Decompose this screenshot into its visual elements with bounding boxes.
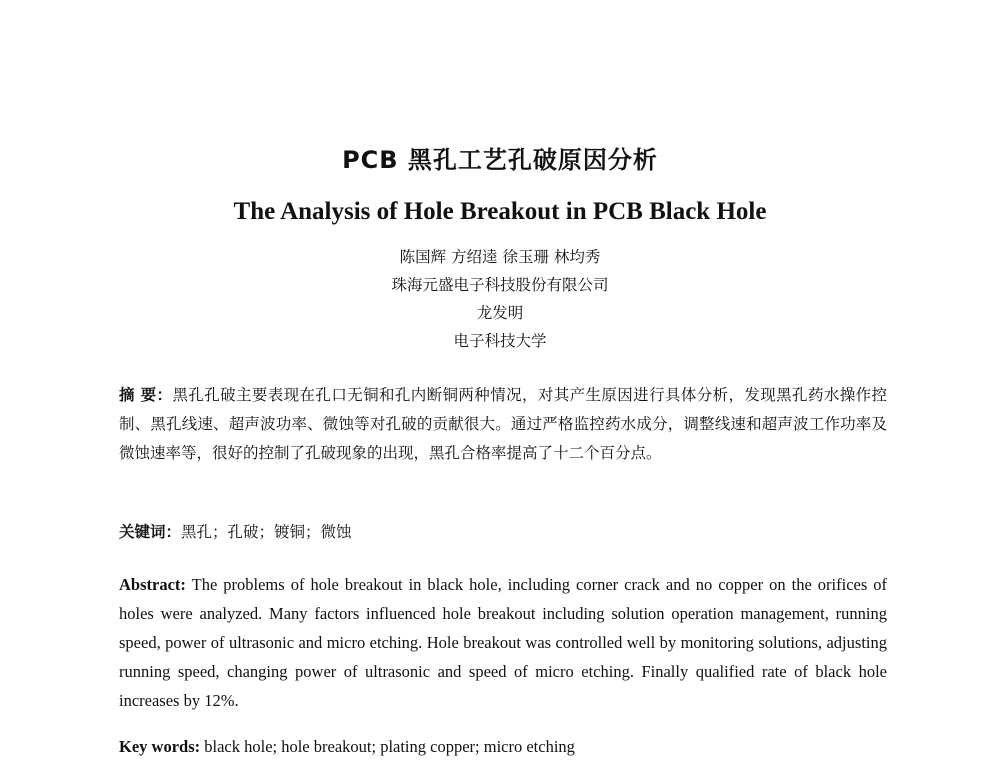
keywords-chinese	[119, 517, 887, 547]
abstract-chinese-label: 摘 要：	[119, 385, 173, 404]
abstract-chinese-text: 黑孔孔破主要表现在孔口无铜和孔内断铜两种情况，对其产生原因进行具体分析，发现黑孔药水操作控制、黑孔线速、超声波功率、微蚀等对孔破的贡献很大。通过严格监控药水成分，调整线速和超声波工作功率及微蚀速率等，很好的控制了孔破现象的出现，黑孔合格率提高了十二个百分点。	[119, 386, 887, 462]
authors-line-1: 陈国辉 方绍逵 徐玉珊 林均秀	[399, 248, 601, 266]
keywords-english-label: Key words:	[119, 737, 201, 756]
abstract-english	[119, 570, 887, 715]
authors-line-2: 龙发明	[476, 304, 524, 322]
abstract-chinese	[119, 380, 887, 468]
keywords-english	[119, 732, 887, 761]
abstract-english-text: The problems of hole breakout in black hole, including corner crack and no copper on the orifices of holes were analyzed. Many factors influenced hole breakout including solution operation management, running speed, power of ultrasonic and micro etching. Hole breakout was controlled well by monitoring solutions, adjusting running speed, changing power of ultrasonic and speed of micro etching. Finally qualified rate of black hole increases by 12%.	[119, 575, 888, 710]
affiliation-2: 电子科技大学	[453, 332, 547, 350]
abstract-english-label: Abstract:	[119, 575, 186, 594]
affiliation-1: 珠海元盛电子科技股份有限公司	[391, 276, 609, 294]
author-block	[0, 243, 1000, 355]
title-chinese: PCB 黑孔工艺孔破原因分析	[342, 146, 658, 174]
keywords-english-text: black hole; hole breakout; plating copper; micro etching	[204, 737, 575, 756]
keywords-chinese-text: 黑孔；孔破；镀铜；微蚀	[181, 523, 352, 541]
title-english: The Analysis of Hole Breakout in PCB Black Hole	[233, 198, 767, 225]
keywords-chinese-label: 关键词：	[119, 522, 182, 541]
